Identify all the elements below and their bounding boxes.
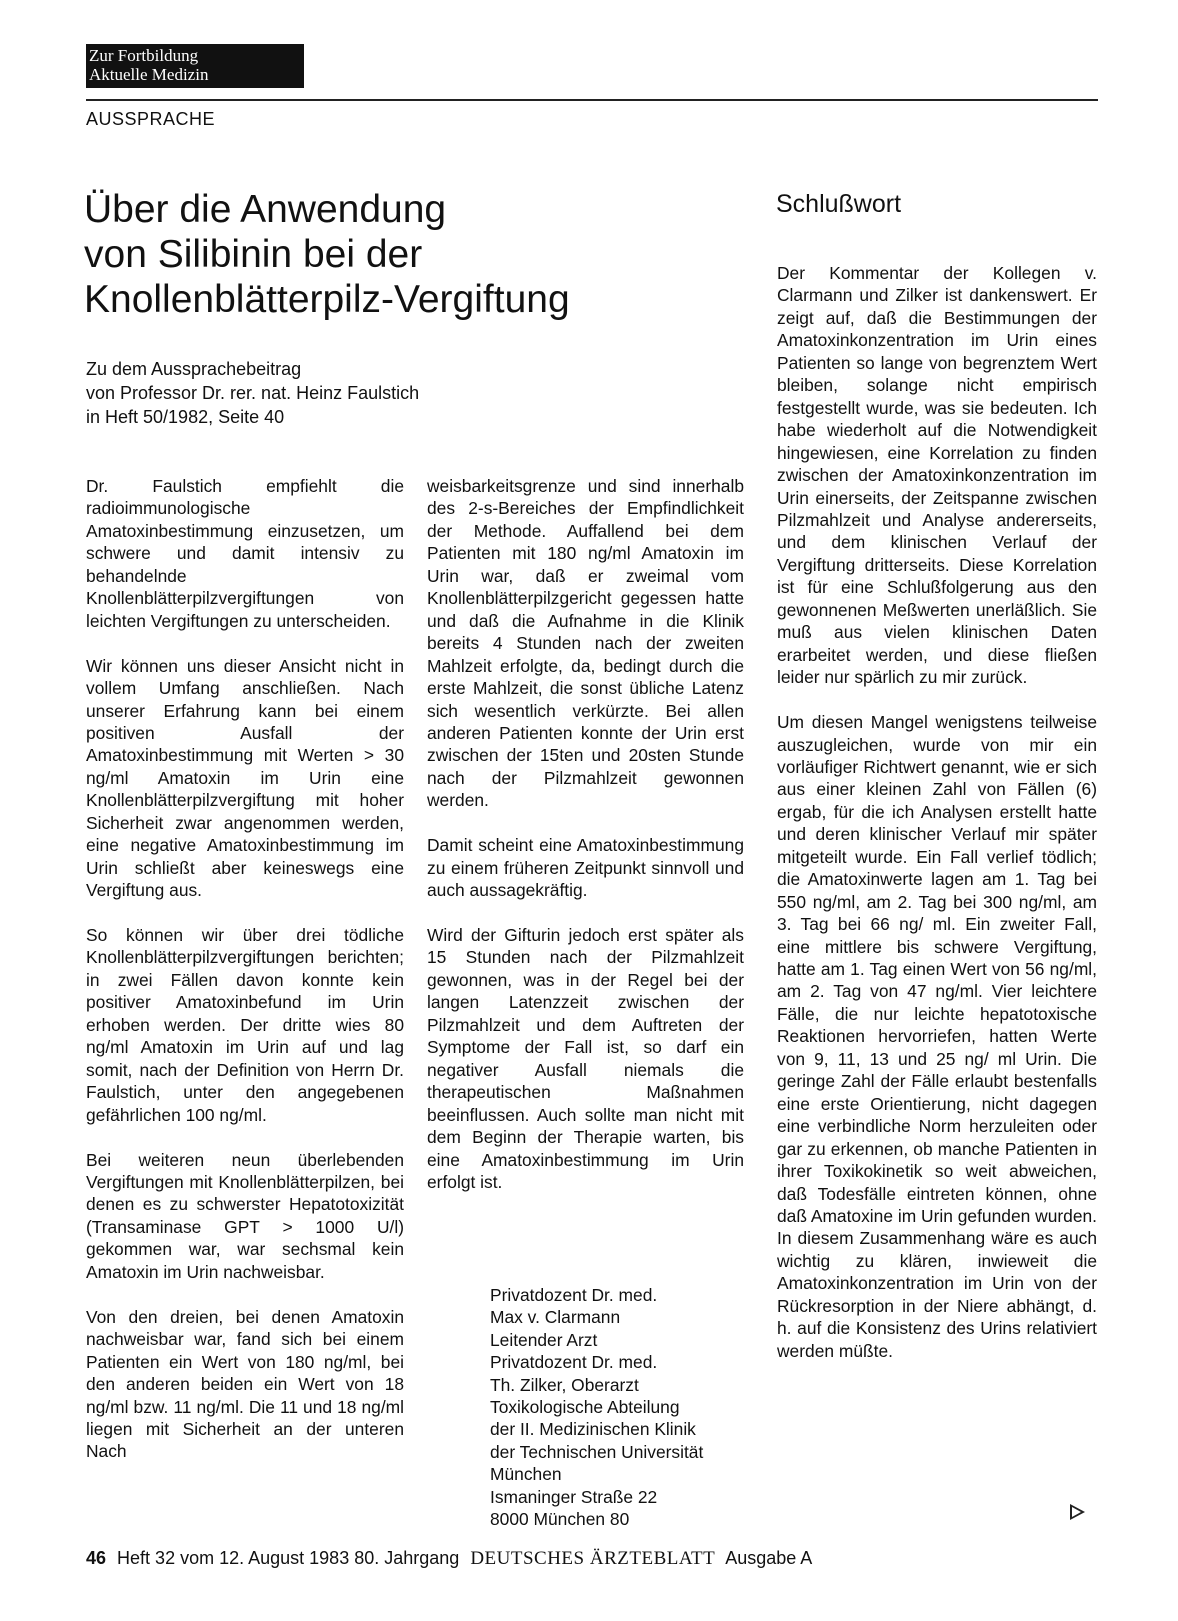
reference-line: von Professor Dr. rer. nat. Heinz Faulstich — [86, 383, 420, 403]
section-label-line2: Aktuelle Medizin — [89, 65, 209, 84]
paragraph: Der Kommentar der Kollegen v. Clarmann und Zilker ist dankenswert. Er zeigt auf, daß die Bestimmungen der Amatoxinkonzentration im Urin eines Patienten so lange von begrenztem Wert bleiben, solange nicht empirisch festgestellt wurde, was sie bedeuten. Ich habe wiederholt auf die Notwendigkeit hingewiesen, eine Korrelation zu finden zwischen der Amatoxinkonzentration im Urin einerseits, der Zeitspanne zwischen Pilzmahlzeit und Analyse andererseits, und dem klinischen Verlauf der Vergiftung dritterseits. Diese Korrelation ist für eine Schlußfolgerung aus den gewonnenen Meßwerten unerläßlich. Sie muß aus vielen klinischen Daten erarbeitet werden, und diese fließen leider nur spärlich zu mir zurück. — [777, 263, 1097, 688]
journal-name: DEUTSCHES ÄRZTEBLATT — [470, 1548, 716, 1569]
reference-line: Zu dem Aussprachebeitrag — [86, 359, 302, 379]
header-rule — [86, 99, 1098, 101]
edition: Ausgabe A — [725, 1548, 813, 1568]
signature-line: München — [490, 1464, 562, 1485]
signature-line: Leitender Arzt — [490, 1329, 598, 1350]
paragraph: Wir können uns dieser Ansicht nicht in vollem Umfang anschließen. Nach unserer Erfahrung kann bei einem positiven Ausfall der Amatoxinbestimmung mit Werten > 30 ng/ml Amatoxin im Urin eine Knollenblätterpilzvergiftung mit hoher Sicherheit zwar angenommen werden, eine negative Amatoxinbestimmung im Urin schließt aber keineswegs eine Vergiftung aus. — [86, 655, 404, 901]
paragraph: So können wir über drei tödliche Knollenblätterpilzvergiftungen berichten; in zwei Fällen davon konnte kein positiver Amatoxinbefund im Urin erhoben werden. Der dritte wies 80 ng/ml Amatoxin im Urin auf und lag somit, nach der Definition von Herrn Dr. Faulstich, unter den angegebenen gefährlichen 100 ng/ml. — [86, 925, 404, 1125]
article-title — [84, 187, 570, 322]
continue-arrow-icon — [1070, 1504, 1085, 1520]
paragraph: weisbarkeitsgrenze und sind innerhalb des 2-s-Bereiches der Empfindlichkeit der Methode. Auffallend bei dem Patienten mit 180 ng/ml Amatoxin im Urin war, daß er zweimal vom Knollenblätterpilzgericht gegessen hatte und daß die Aufnahme in die Klinik bereits 4 Stunden nach der zweiten Mahlzeit erfolgte, da, bedingt durch die erste Mahlzeit, die sonst übliche Latenz sich wesentlich verkürzte. Bei allen anderen Patienten konnte der Urin erst zwischen der 15ten und 20sten Stunde nach der Pilzmahlzeit gewonnen werden. — [427, 476, 744, 811]
issue-info: Heft 32 vom 12. August 1983 80. Jahrgang — [117, 1548, 460, 1568]
reference-note — [86, 357, 419, 429]
signature-line: der II. Medizinischen Klinik — [490, 1419, 696, 1440]
signature-line: Max v. Clarmann — [490, 1307, 621, 1328]
article-column-1 — [86, 475, 404, 1463]
article-column-2 — [427, 475, 744, 1193]
paragraph: Wird der Gifturin jedoch erst später als 15 Stunden nach der Pilzmahlzeit gewonnen, was in der Regel bei der langen Latenzzeit zwischen der Pilzmahlzeit und dem Auftreten der Symptome der Fall ist, so darf ein negativer Ausfall niemals die therapeutischen Maßnahmen beeinflussen. Auch sollte man nicht mit dem Beginn der Therapie warten, bis eine Amatoxinbestimmung im Urin erfolgt ist. — [427, 925, 744, 1193]
kicker: AUSSPRACHE — [86, 109, 216, 129]
title-line: Über die Anwendung — [84, 188, 447, 231]
paragraph: Bei weiteren neun überlebenden Vergiftungen mit Knollenblätterpilzen, bei denen es zu schwerster Hepatotoxizität (Transaminase GPT > 1000 U/l) gekommen war, war sechsmal kein Amatoxin im Urin nachweisbar. — [86, 1149, 404, 1282]
section-label-box — [86, 44, 304, 88]
reference-line: in Heft 50/1982, Seite 40 — [86, 407, 285, 427]
page-footer — [86, 1548, 812, 1570]
signature-line: 8000 München 80 — [490, 1509, 630, 1530]
author-signature — [490, 1284, 703, 1530]
title-line: von Silibinin bei der — [84, 233, 423, 276]
signature-line: Ismaninger Straße 22 — [490, 1486, 658, 1507]
paragraph: Damit scheint eine Amatoxinbestimmung zu einem früheren Zeitpunkt sinnvoll und auch aussagekräftig. — [427, 835, 744, 901]
paragraph: Um diesen Mangel wenigstens teilweise auszugleichen, wurde von mir ein vorläufiger Richtwert genannt, wie er sich aus einer kleinen Zahl von Fällen (6) ergab, für die ich Analysen erstellt hatte und deren klinischer Verlauf mir später mitgeteilt wurde. Ein Fall verlief tödlich; die Amatoxinwerte lagen am 1. Tag bei 550 ng/ml, am 2. Tag bei 300 ng/ml, am 3. Tag bei 66 ng/ ml. Ein zweiter Fall, eine mittlere bis schwere Vergiftung, hatte am 1. Tag einen Wert von 56 ng/ml, am 2. Tag von 47 ng/ml. Vier leichtere Fälle, die nur leichte hepatotoxische Reaktionen hervorriefen, hatten Werte von 9, 11, 13 und 25 ng/ ml Urin. Die geringe Zahl der Fälle erlaubt bestenfalls eine erste Orientierung, nicht dagegen eine verbindliche Norm herzuleiten oder gar zu erkennen, ob manche Patienten in ihrer Toxikokinetik so weit abweichen, daß Todesfälle eintreten können, ohne daß Amatoxine im Urin gefunden wurden. In diesem Zusammenhang wäre es auch wichtig zu klären, inwieweit die Amatoxinkonzentration im Urin von der Rückresorption in der Niere abhängt, d. h. auf die Konsistenz des Urins relativiert werden müßte. — [777, 712, 1097, 1361]
page-number: 46 — [86, 1548, 107, 1568]
section-label-line1: Zur Fortbildung — [89, 46, 199, 65]
signature-line: Privatdozent Dr. med. — [490, 1285, 658, 1305]
title-line: Knollenblätterpilz-Vergiftung — [84, 278, 570, 321]
reply-column — [777, 262, 1097, 1362]
paragraph: Dr. Faulstich empfiehlt die radioimmunologische Amatoxinbestimmung einzusetzen, um schwere und damit intensiv zu behandelnde Knollenblätterpilzvergiftungen von leichten Vergiftungen zu unterscheiden. — [86, 476, 404, 631]
reply-title: Schlußwort — [776, 190, 902, 218]
signature-line: Privatdozent Dr. med. — [490, 1352, 658, 1373]
signature-line: der Technischen Universität — [490, 1441, 704, 1462]
signature-line: Th. Zilker, Oberarzt — [490, 1374, 639, 1395]
signature-line: Toxikologische Abteilung — [490, 1397, 680, 1418]
paragraph: Von den dreien, bei denen Amatoxin nachweisbar war, fand sich bei einem Patienten ein Wert von 180 ng/ml, bei den anderen beiden ein Wert von 18 ng/ml bzw. 11 ng/ml. Die 11 und 18 ng/ml liegen mit Sicherheit an der unteren Nach — [86, 1306, 404, 1462]
